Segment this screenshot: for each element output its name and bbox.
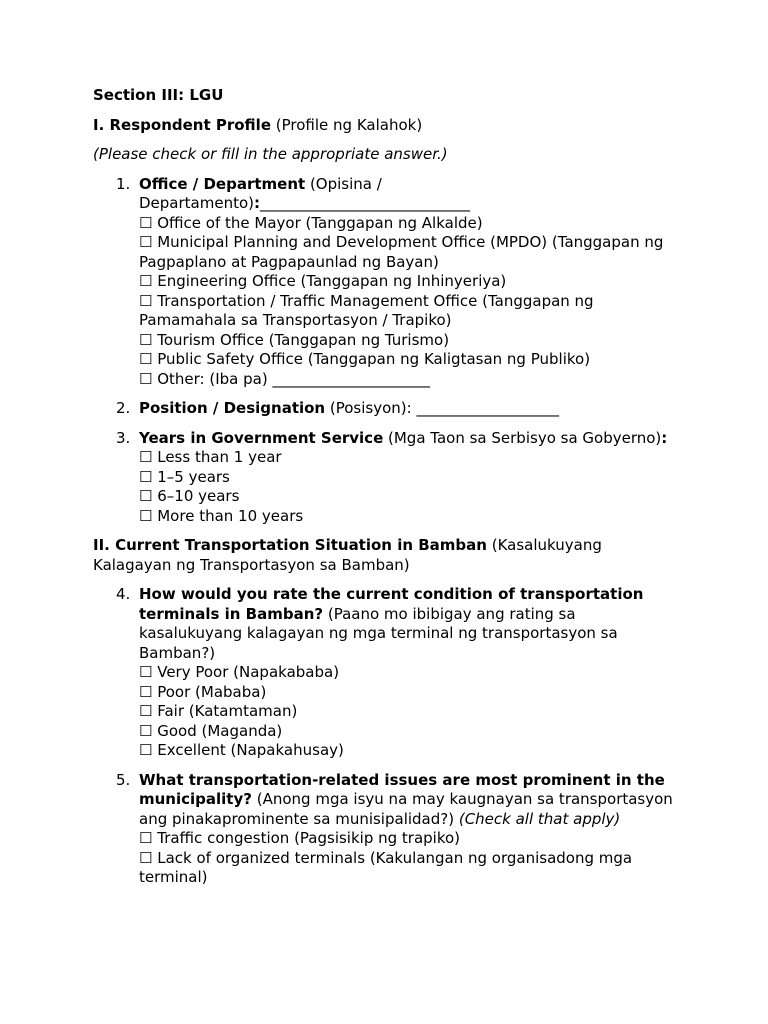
option-item[interactable] [139,683,683,703]
checkbox-icon[interactable]: ☐ [139,350,153,368]
checkbox-icon[interactable]: ☐ [139,702,153,720]
checkbox-icon[interactable]: ☐ [139,741,153,759]
option-item[interactable] [139,722,683,742]
question-5-rest: (Anong mga isyu na may kaugnayan sa transportasyon ang pinakaprominente sa munisipalidad?) [139,790,673,828]
question-4 [93,585,683,761]
question-3-bold: Years in Government Service [139,428,384,447]
checkbox-icon[interactable]: ☐ [139,213,153,232]
checkbox-icon[interactable]: ☐ [139,663,153,681]
question-5-instruction: (Check all that apply) [458,809,621,828]
question-2-bold: Position / Designation [139,399,326,417]
question-2 [93,399,683,419]
option-item[interactable] [139,370,683,390]
checkbox-icon[interactable]: ☐ [139,682,153,701]
option-label: Fair (Katamtaman) [157,702,298,720]
question-1 [93,175,683,390]
question-number: 2. [116,399,131,417]
checkbox-icon[interactable]: ☐ [139,506,153,525]
question-5-bold: What transportation-related issues are most prominent in the municipality? [139,770,665,808]
checkbox-icon[interactable]: ☐ [139,233,153,251]
option-item[interactable] [139,448,683,468]
option-label: Office of the Mayor (Tanggapan ng Alkalde) [157,213,483,232]
option-label: Engineering Office (Tanggapan ng Inhinyeriya) [157,272,507,290]
option-item[interactable] [139,507,683,527]
checkbox-icon[interactable]: ☐ [139,369,153,388]
option-label: Traffic congestion (Pagsisikip ng trapiko) [157,829,461,847]
option-label: Poor (Mababa) [157,682,267,701]
instruction-text: (Please check or fill in the appropriate answer.) [93,145,448,163]
question-number: 3. [116,428,131,447]
question-2-rest[interactable]: (Posisyon): ___________________ [325,399,559,417]
option-item[interactable] [139,702,683,722]
section-title: Section III: LGU [93,86,224,104]
option-label: Less than 1 year [157,448,282,466]
option-item[interactable] [139,829,683,849]
option-item[interactable] [139,214,683,234]
part1-heading-bold: I. Respondent Profile [93,115,271,134]
question-number: 4. [116,585,131,603]
question-1-blank[interactable]: ____________________________ [260,194,470,212]
checkbox-icon[interactable]: ☐ [139,487,153,505]
option-item[interactable] [139,292,683,331]
checkbox-icon[interactable]: ☐ [139,829,153,847]
question-5 [93,771,683,888]
option-label: Lack of organized terminals (Kakulangan ng organisadong mga terminal) [139,848,633,886]
question-3-rest: (Mga Taon sa Serbisyo sa Gobyerno) [383,428,662,447]
option-item[interactable] [139,468,683,488]
question-3 [93,429,683,527]
option-item[interactable] [139,663,683,683]
option-label: Municipal Planning and Development Office (MPDO) (Tanggapan ng Pagpaplano at Pagpapaunlad ng Bayan) [139,233,664,271]
option-item[interactable] [139,487,683,507]
option-label: Other: (Iba pa) _____________________ [157,369,430,388]
checkbox-icon[interactable]: ☐ [139,448,153,466]
question-4-bold: How would you rate the current condition of transportation terminals in Bamban? [139,585,644,623]
option-item[interactable] [139,233,683,272]
option-label: Good (Maganda) [157,721,283,740]
checkbox-icon[interactable]: ☐ [139,467,153,486]
part1-heading-rest: (Profile ng Kalahok) [271,115,423,134]
part2-heading-rest: (Kasalukuyang Kalagayan ng Transportasyon sa Bamban) [93,536,602,574]
question-1-colon: : [254,194,260,212]
checkbox-icon[interactable]: ☐ [139,848,153,867]
option-item[interactable] [139,849,683,888]
option-label: 6–10 years [157,487,240,505]
option-label: Transportation / Traffic Management Office (Tanggapan ng Pamamahala sa Transportasyon / Trapiko) [139,291,594,329]
option-item[interactable] [139,331,683,351]
checkbox-icon[interactable]: ☐ [139,291,153,310]
option-label: More than 10 years [157,506,304,525]
question-4-rest: (Paano mo ibibigay ang rating sa kasalukuyang kalagayan ng mga terminal ng transportasyon sa Bamban?) [139,604,618,662]
checkbox-icon[interactable]: ☐ [139,721,153,740]
option-item[interactable] [139,350,683,370]
document-page [93,86,683,898]
part2-heading-bold: II. Current Transportation Situation in Bamban [93,536,487,554]
question-1-bold: Office / Department [139,174,306,193]
question-3-colon: : [661,428,668,447]
question-number: 1. [116,174,131,193]
option-label: Very Poor (Napakababa) [157,663,340,681]
option-label: 1–5 years [157,467,230,486]
question-1-rest: (Opisina / Departamento) [139,174,382,212]
checkbox-icon[interactable]: ☐ [139,272,153,290]
option-label: Tourism Office (Tanggapan ng Turismo) [157,330,450,349]
option-label: Public Safety Office (Tanggapan ng Kaligtasan ng Publiko) [157,350,591,368]
part1-heading [93,116,683,136]
option-item[interactable] [139,272,683,292]
option-label: Excellent (Napakahusay) [157,741,344,759]
question-list-2 [93,585,683,888]
part2-heading [93,536,683,575]
checkbox-icon[interactable]: ☐ [139,330,153,349]
option-item[interactable] [139,741,683,761]
question-number: 5. [116,770,131,789]
question-list-1 [93,175,683,527]
